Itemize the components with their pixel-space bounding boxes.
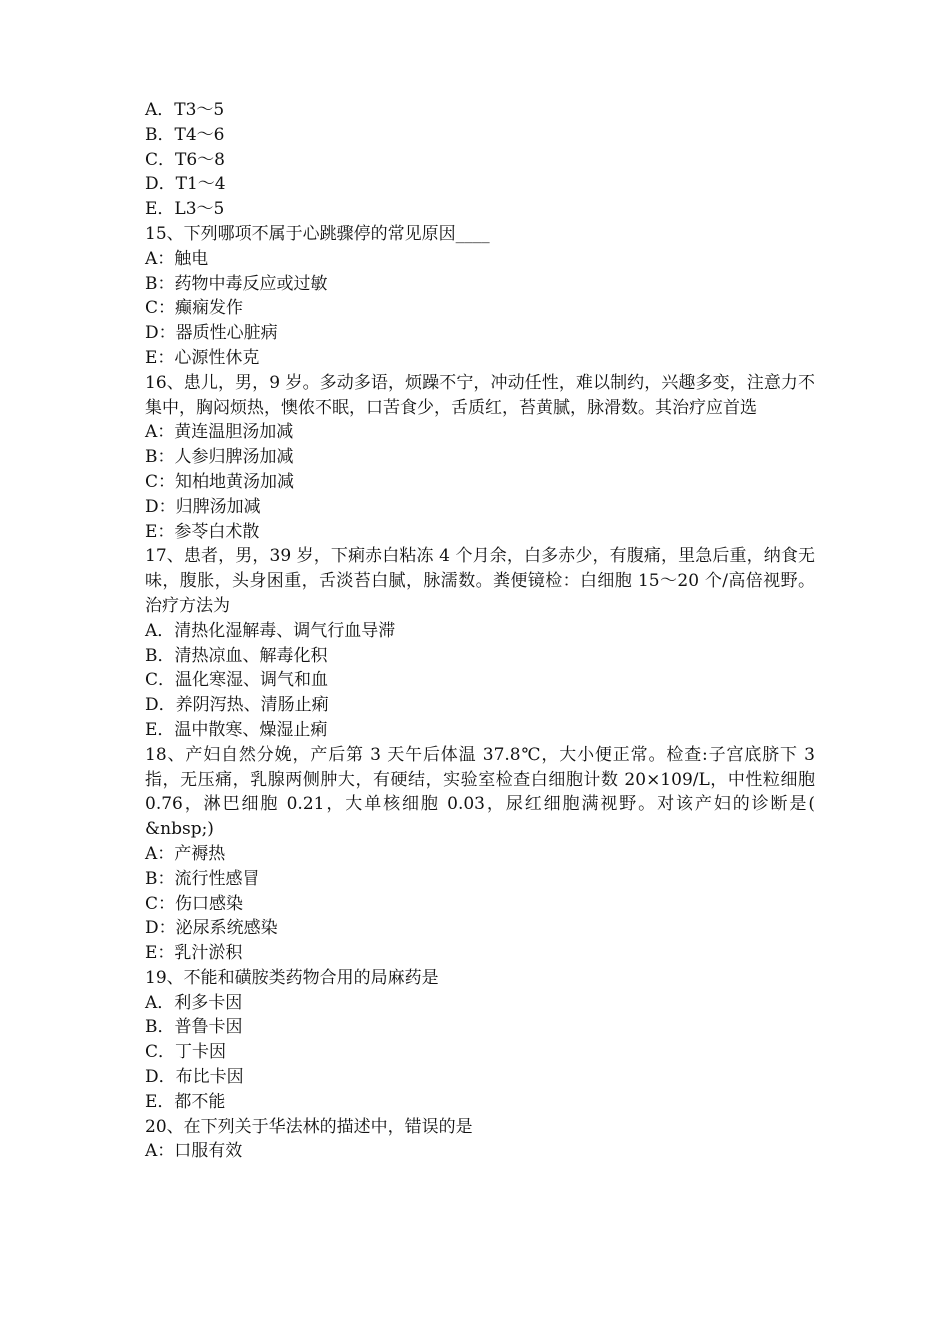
- question-19-stem: 19、不能和磺胺类药物合用的局麻药是: [145, 967, 439, 988]
- option-d: D：泌尿系统感染: [145, 918, 278, 939]
- question-16-stem: 16、患儿，男，9 岁。多动多语，烦躁不宁，冲动任性，难以制约，兴趣多变，注意力不集中，胸闷烦热，懊侬不眠，口苦食少，舌质红，苔黄腻，脉滑数。其治疗应首选: [145, 372, 815, 418]
- option-b: B：人参归脾汤加减: [145, 447, 294, 468]
- option-a: A：口服有效: [145, 1141, 243, 1162]
- option-d: D．养阴泻热、清肠止痢: [145, 695, 329, 716]
- question-18-stem: 18、产妇自然分娩，产后第 3 天午后体温 37.8℃，大小便正常。检查:子宫底脐下 3 指，无压痛，乳腺两侧肿大，有硬结，实验室检查白细胞计数 20×109/L，中性粒细胞 0.76，淋巴细胞 0.21，大单核细胞 0.03，尿红细胞满视野。对该产妇的诊断是( &nbsp;): [145, 744, 815, 840]
- option-b: B：流行性感冒: [145, 868, 260, 889]
- option-c: C：知柏地黄汤加减: [145, 471, 295, 492]
- option-e: E．都不能: [145, 1091, 226, 1112]
- option-b: B．清热凉血、解毒化积: [145, 645, 328, 666]
- question-18: [145, 743, 815, 966]
- option-b: B．普鲁卡因: [145, 1017, 243, 1038]
- question-20-stem: 20、在下列关于华法林的描述中，错误的是: [145, 1116, 473, 1137]
- option-d: D．T1～4: [145, 174, 226, 195]
- option-d: D：归脾汤加减: [145, 496, 261, 517]
- question-17: [145, 544, 815, 742]
- option-c: C．丁卡因: [145, 1042, 227, 1063]
- question-20: [145, 1115, 815, 1165]
- option-c: C：伤口感染: [145, 893, 244, 914]
- document-content: [145, 98, 815, 1164]
- option-a: A．利多卡因: [145, 992, 243, 1013]
- question-15: [145, 222, 815, 371]
- option-e: E：参苓白术散: [145, 521, 260, 542]
- option-d: D：器质性心脏病: [145, 323, 278, 344]
- option-a: A．清热化湿解毒、调气行血导滞: [145, 620, 396, 641]
- question-19: [145, 966, 815, 1115]
- option-a: A．T3～5: [145, 100, 225, 120]
- question-14-options: [145, 98, 815, 222]
- option-e: E．温中散寒、燥湿止痢: [145, 719, 328, 740]
- option-a: A：黄连温胆汤加减: [145, 422, 294, 443]
- option-c: C：癫痫发作: [145, 298, 244, 319]
- question-16: [145, 371, 815, 545]
- option-b: B：药物中毒反应或过敏: [145, 273, 328, 294]
- question-15-stem: 15、下列哪项不属于心跳骤停的常见原因____: [145, 223, 490, 244]
- option-e: E：乳汁淤积: [145, 943, 243, 964]
- option-c: C．温化寒湿、调气和血: [145, 670, 329, 691]
- option-e: E：心源性休克: [145, 347, 260, 368]
- option-a: A：产褥热: [145, 843, 226, 864]
- option-e: E．L3～5: [145, 199, 225, 220]
- option-c: C．T6～8: [145, 149, 225, 170]
- option-d: D．布比卡因: [145, 1067, 244, 1088]
- option-a: A：触电: [145, 248, 209, 269]
- question-17-stem: 17、患者，男，39 岁，下痢赤白粘冻 4 个月余，白多赤少，有腹痛，里急后重，纳食无味，腹胀，头身困重，舌淡苔白腻，脉濡数。粪便镜检：白细胞 15～20 个/高倍视野。治疗方法为: [145, 546, 815, 616]
- option-b: B．T4～6: [145, 124, 225, 145]
